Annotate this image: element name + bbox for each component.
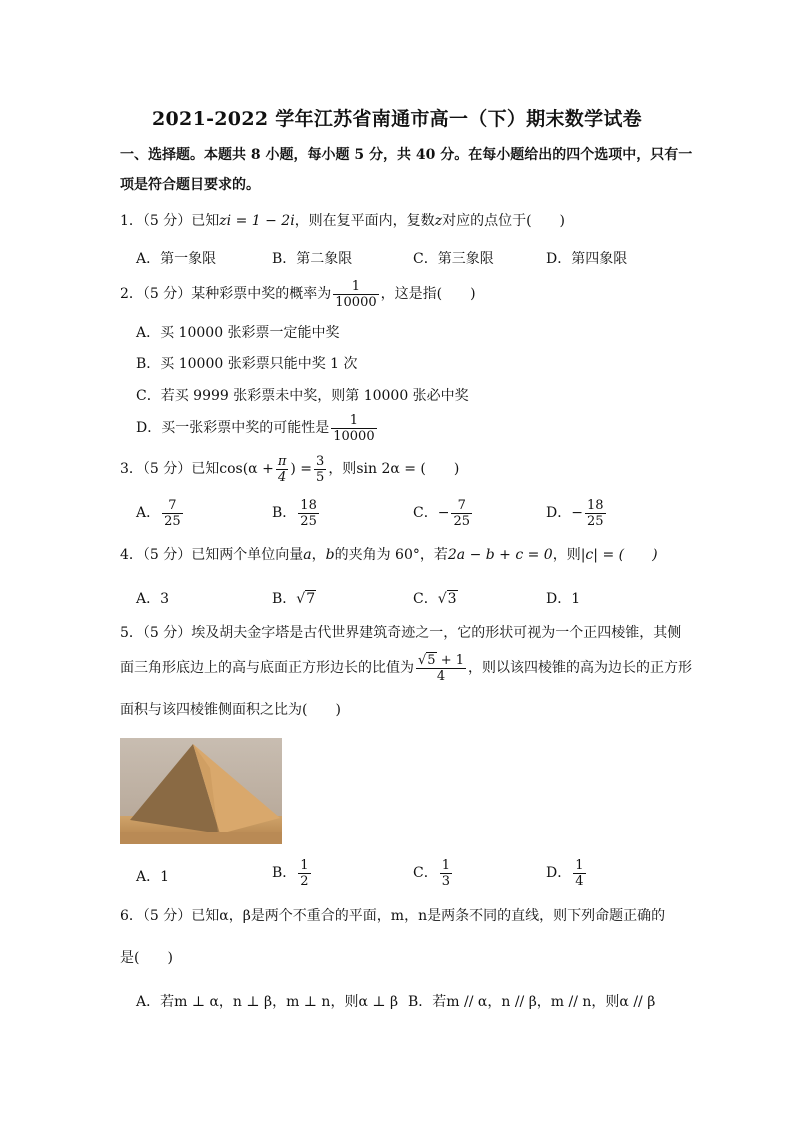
fraction-numerator: 7 (162, 498, 183, 514)
q3-cos-left: cos(α + (219, 461, 274, 477)
option-label: D． (546, 865, 572, 881)
option-fraction (585, 498, 606, 529)
q1-option-b: B．第二象限 (272, 251, 353, 267)
fraction-denominator: 3 (441, 873, 450, 889)
q4-vector-equation: 2a − b + c = 0 (447, 547, 553, 563)
question-3-stem (120, 452, 459, 486)
q3-option-b (272, 496, 321, 530)
q3-option-d (546, 496, 608, 530)
fraction-denominator: 25 (586, 513, 604, 529)
q5-ratio-plus: + 1 (436, 652, 465, 668)
option-fraction (440, 858, 452, 889)
q1-stem-part: 对应的点位于( ) (442, 213, 566, 229)
fraction-denominator: 4 (277, 469, 287, 485)
sqrt-radicand: 5 (427, 652, 436, 668)
q6-option-a: A．若m ⊥ α，n ⊥ β，m ⊥ n，则α ⊥ β (136, 994, 399, 1010)
q3-option-a (136, 496, 185, 530)
q4-option-a: A．3 (136, 591, 170, 607)
q5-option-d (546, 856, 588, 890)
q4-vector-a: a (303, 547, 312, 563)
question-2-stem (120, 277, 476, 311)
q5-option-c (413, 856, 454, 890)
q4-separator: ， (311, 547, 326, 563)
q4-option-d: D．1 (546, 591, 581, 607)
fraction-numerator: 18 (586, 497, 604, 513)
fraction-numerator: 7 (451, 498, 472, 514)
fraction-numerator: 1 (441, 857, 450, 873)
question-5-line3: 面积与该四棱锥侧面积之比为( ) (120, 702, 341, 718)
q4-option-b (272, 588, 316, 608)
question-4-stem (120, 545, 658, 565)
q2-option-c: C．若买 9999 张彩票未中奖，则第 10000 张必中奖 (136, 388, 469, 404)
q2-probability-fraction (333, 279, 378, 310)
q4-stem-part: 4．（5 分）已知两个单位向量 (120, 547, 304, 563)
page-title: 2021-2022 学年江苏省南通市高一（下）期末数学试卷 (152, 108, 642, 130)
fraction-numerator: 3 (316, 453, 325, 469)
option-label: B． (272, 505, 297, 521)
q1-stem-part: 1．（5 分）已知 (120, 213, 220, 229)
q6-option-b: B．若m // α，n // β，m // n，则α // β (408, 994, 656, 1010)
q3-cos-eq: ) = (290, 461, 313, 477)
q1-option-a: A．第一象限 (136, 251, 217, 267)
q3-sin-expression: sin 2α = ( ) (356, 461, 460, 477)
option-sign: − (571, 505, 583, 521)
q4-option-c (413, 588, 458, 608)
fraction-denominator: 10000 (333, 428, 375, 444)
fraction-denominator: 2 (300, 873, 309, 889)
question-5-line1: 5．（5 分）埃及胡夫金字塔是古代世界建筑奇迹之一，它的形状可视为一个正四棱锥，其侧 (120, 625, 682, 641)
option-fraction (298, 858, 310, 889)
fraction-denominator: 25 (300, 513, 317, 529)
q5-text: ，则以该四棱锥的高为边长的正方形 (468, 660, 693, 676)
q1-equation: zi = 1 − 2i (219, 213, 295, 229)
fraction-denominator: 5 (316, 469, 325, 485)
sqrt-symbol: √3 (437, 591, 457, 607)
q4-vector-b: b (325, 547, 335, 563)
fraction-numerator: 18 (300, 497, 317, 513)
option-label: B． (272, 865, 297, 881)
option-label: B． (272, 591, 297, 607)
q1-option-c: C．第三象限 (413, 251, 494, 267)
option-fraction (451, 498, 472, 529)
pyramid-illustration (120, 738, 282, 844)
q2-option-d-text: D．买一张彩票中奖的可能性是 (136, 420, 330, 436)
q2-option-a: A．买 10000 张彩票一定能中奖 (136, 325, 340, 341)
option-label: C． (413, 865, 438, 881)
q1-stem-part: ，则在复平面内，复数 (294, 213, 435, 229)
fraction-denominator: 25 (453, 513, 470, 529)
fraction-denominator: 4 (436, 668, 446, 684)
q4-stem-part: ，则 (552, 547, 581, 563)
q2-option-d-fraction (331, 413, 376, 444)
section-header-line2: 项是符合题目要求的。 (120, 177, 260, 193)
fraction-numerator: 1 (300, 857, 309, 873)
fraction-numerator: 1 (331, 413, 376, 429)
q2-stem-part: 2．（5 分）某种彩票中奖的概率为 (120, 286, 332, 302)
q4-stem-part: 的夹角为 60°，若 (334, 547, 448, 563)
q2-stem-part: ，这是指( ) (380, 286, 476, 302)
q2-option-d (136, 411, 379, 445)
fraction-numerator: π (277, 453, 287, 469)
option-label: C． (413, 505, 438, 521)
q5-text: 面三角形底边上的高与底面正方形边长的比值为 (120, 660, 414, 676)
fraction-denominator: 4 (575, 873, 584, 889)
question-6-line1: 6．（5 分）已知α，β是两个不重合的平面，m，n是两条不同的直线，则下列命题正确的 (120, 908, 666, 924)
option-label: C． (413, 591, 438, 607)
fraction-numerator (416, 653, 466, 669)
q5-option-a: A．1 (136, 869, 170, 885)
q3-pi-fraction (276, 454, 289, 485)
sqrt-symbol: √5 (418, 652, 436, 668)
option-fraction (298, 498, 319, 529)
section-header-line1: 一、选择题。本题共 8 小题，每小题 5 分，共 40 分。在每小题给出的四个选项中，只有一 (120, 147, 693, 163)
q5-ratio-fraction (416, 653, 466, 684)
option-fraction (573, 858, 585, 889)
question-1-stem (120, 211, 565, 231)
q1-variable: z (434, 213, 443, 229)
q3-option-c (413, 496, 474, 530)
fraction-numerator: 1 (333, 279, 378, 295)
q3-stem-part: 3．（5 分）已知 (120, 461, 220, 477)
option-label: A． (136, 505, 161, 521)
option-fraction (162, 498, 183, 529)
pyramid-photo (120, 738, 282, 844)
question-5-line2 (120, 650, 692, 686)
question-6-line2: 是( ) (120, 950, 173, 966)
sqrt-radicand: 3 (447, 591, 457, 607)
option-label: D． (546, 505, 572, 521)
fraction-numerator: 1 (575, 857, 584, 873)
fraction-denominator: 25 (164, 513, 181, 529)
q3-value-fraction (314, 454, 326, 485)
sqrt-radicand: 7 (306, 591, 316, 607)
q5-option-b (272, 856, 313, 890)
fraction-denominator: 10000 (335, 294, 377, 310)
q3-stem-part: ，则 (328, 461, 357, 477)
q4-abs-c: |c| = ( ) (580, 547, 658, 563)
q1-option-d: D．第四象限 (546, 251, 628, 267)
option-sign: − (437, 505, 450, 521)
q2-option-b: B．买 10000 张彩票只能中奖 1 次 (136, 356, 358, 372)
sqrt-symbol: √7 (296, 591, 316, 607)
